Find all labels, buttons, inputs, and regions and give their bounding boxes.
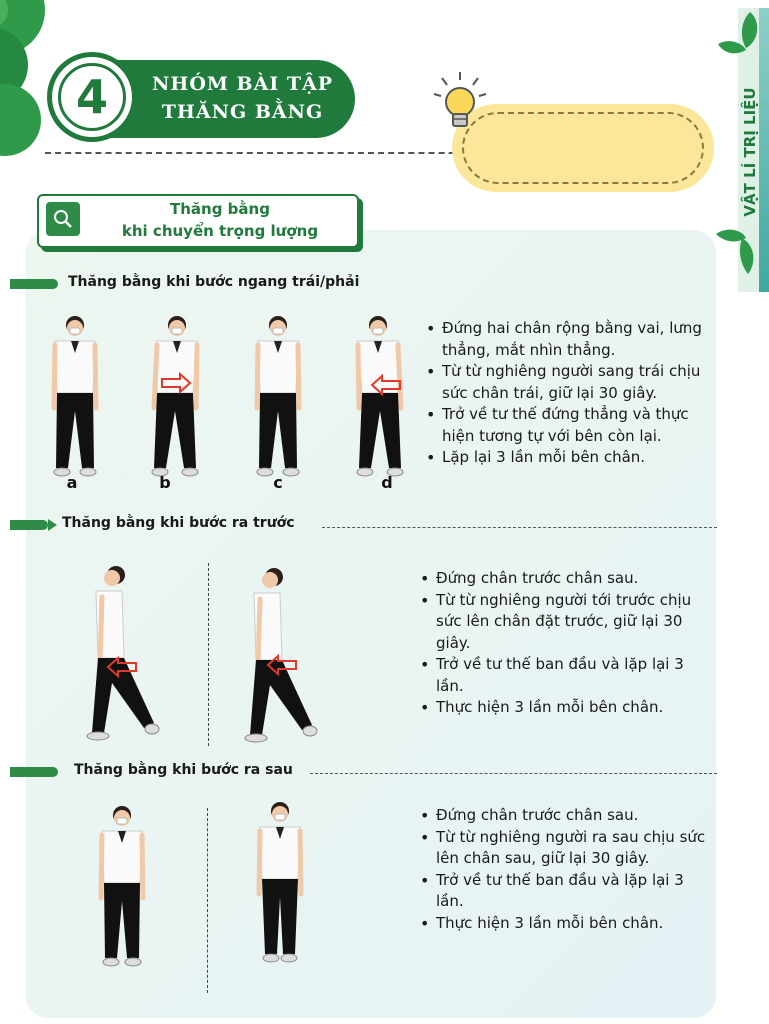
chapter-title-line1: NHÓM BÀI TẬP — [152, 73, 333, 95]
step-back-figures — [80, 795, 330, 1000]
step-back-instructions — [418, 805, 708, 934]
chapter-title-banner — [110, 60, 355, 138]
section-heading-side-step: Thăng bằng khi bước ngang trái/phải — [68, 274, 360, 290]
instruction-item: • Đứng chân trước chân sau. — [418, 805, 708, 827]
search-icon — [46, 202, 80, 236]
section-divider — [310, 773, 717, 774]
section-heading-step-forward: Thăng bằng khi bước ra trước — [62, 515, 295, 531]
instruction-item: • Từ từ nghiêng người sang trái chịu sức chân trái, giữ lại 30 giây. — [424, 361, 714, 404]
section-marker — [10, 520, 48, 530]
section-title-line1: Thăng bằng — [170, 200, 270, 218]
person-figure — [101, 806, 143, 966]
chapter-title-line2: THĂNG BẰNG — [161, 101, 324, 123]
person-figure-side — [87, 566, 159, 740]
instruction-item: • Trở về tư thế ban đầu và lặp lại 3 lần. — [418, 870, 708, 913]
figure-divider — [208, 563, 209, 746]
section-title-line2: khi chuyển trọng lượng — [121, 222, 319, 240]
instruction-item: • Trở về tư thế đứng thẳng và thực hiện tương tự với bên còn lại. — [424, 404, 714, 447]
instruction-item: • Từ từ nghiêng người tới trước chịu sức lên chân đặt trước, giữ lại 30 giây. — [418, 590, 708, 655]
side-step-instructions — [424, 318, 714, 469]
section-arrow-icon — [48, 519, 57, 531]
header-divider — [45, 152, 485, 154]
person-figure — [54, 316, 96, 476]
chapter-number-badge — [47, 52, 137, 142]
instruction-item: • Lặp lại 3 lần mỗi bên chân. — [424, 447, 714, 469]
instruction-item: • Đứng hai chân rộng bằng vai, lưng thẳng, mắt nhìn thẳng. — [424, 318, 714, 361]
side-tab-label: VẬT LÍ TRỊ LIỆU — [741, 87, 759, 217]
instruction-item: • Từ từ nghiêng người ra sau chịu sức lên chân sau, giữ lại 30 giây. — [418, 827, 708, 870]
leaf-icon — [712, 8, 762, 63]
figure-label-c: c — [273, 473, 283, 492]
note-bubble — [452, 104, 714, 192]
figure-divider — [207, 808, 208, 993]
step-forward-instructions — [418, 568, 708, 719]
instruction-item: • Đứng chân trước chân sau. — [418, 568, 708, 590]
figure-label-d: d — [381, 473, 393, 492]
section-title — [90, 198, 350, 242]
lightbulb-icon — [430, 70, 490, 140]
section-divider — [322, 527, 717, 528]
instruction-item: • Trở về tư thế ban đầu và lặp lại 3 lần. — [418, 654, 708, 697]
chapter-number: 4 — [58, 63, 126, 131]
instruction-item: • Thực hiện 3 lần mỗi bên chân. — [418, 913, 708, 935]
person-figure — [357, 316, 403, 476]
step-forward-figures — [70, 555, 340, 750]
section-marker — [10, 279, 58, 289]
section-heading-step-back: Thăng bằng khi bước ra sau — [74, 762, 293, 778]
leaf-icon — [712, 218, 762, 278]
figure-label-a: a — [66, 473, 78, 492]
figure-label-b: b — [159, 473, 171, 492]
instruction-item: • Thực hiện 3 lần mỗi bên chân. — [418, 697, 708, 719]
person-figure — [257, 316, 299, 476]
side-step-figures — [40, 305, 420, 495]
person-figure-side — [245, 568, 317, 742]
section-marker — [10, 767, 58, 777]
person-figure — [259, 802, 301, 962]
person-figure — [152, 316, 198, 476]
